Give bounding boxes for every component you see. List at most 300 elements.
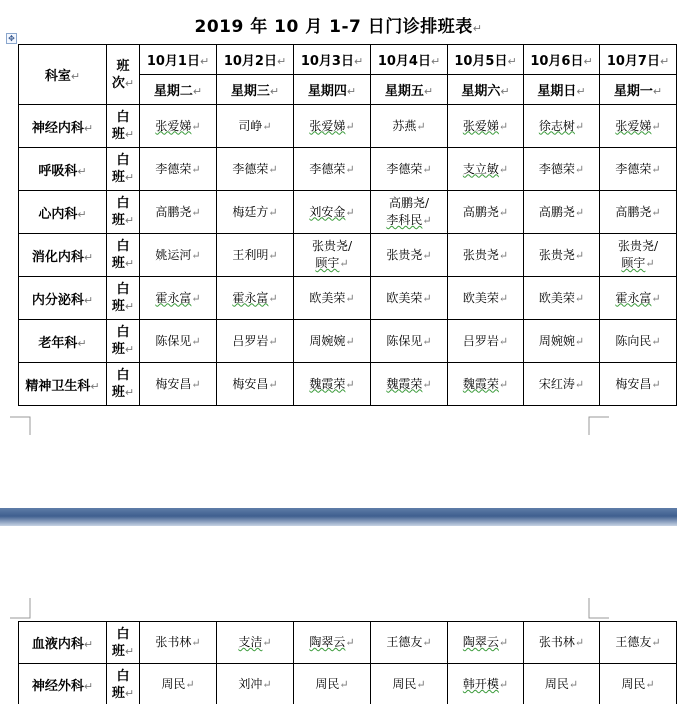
header-row-dates xyxy=(19,45,677,75)
cell-mark-icon: ↵ xyxy=(268,248,278,262)
staff-name-text: 周民 xyxy=(544,677,569,691)
schedule-cell xyxy=(217,105,294,148)
staff-name-text: 梅安昌 xyxy=(615,376,652,391)
date-label: 10月5日 xyxy=(454,54,508,69)
shift-char: 班↵ xyxy=(111,643,135,659)
cell-mark-icon: ↵ xyxy=(124,343,135,356)
staff-name-text: 陶翠云 xyxy=(462,635,499,649)
staff-name xyxy=(448,634,523,651)
cell-mark-icon: ↵ xyxy=(269,85,280,98)
staff-name xyxy=(448,376,523,393)
cell-mark-icon: ↵ xyxy=(83,638,94,651)
cell-mark-icon: ↵ xyxy=(345,205,355,219)
shift-char: 白 xyxy=(116,368,130,383)
schedule-cell xyxy=(140,191,217,234)
weekday-label: 星期三 xyxy=(230,84,270,99)
staff-name xyxy=(217,204,293,221)
cell-mark-icon: ↵ xyxy=(574,119,585,133)
staff-name xyxy=(600,204,676,221)
staff-name xyxy=(294,676,370,693)
cell-mark-icon: ↵ xyxy=(574,248,585,262)
staff-name-text: 欧美荣 xyxy=(386,290,423,305)
staff-name xyxy=(448,118,523,135)
date-label: 10月7日 xyxy=(606,54,660,69)
dept-header-cell xyxy=(19,45,107,105)
staff-name xyxy=(524,118,599,135)
cell-mark-icon: ↵ xyxy=(83,293,94,307)
shift-char: 班↵ xyxy=(111,127,135,142)
cell-mark-icon: ↵ xyxy=(507,55,517,68)
schedule-cell xyxy=(600,105,677,148)
shift-char: 班↵ xyxy=(111,299,135,314)
cell-mark-icon: ↵ xyxy=(498,119,509,133)
cell-mark-icon: ↵ xyxy=(576,85,586,98)
margin-corner-mark xyxy=(587,413,609,435)
shift-cell xyxy=(107,664,140,704)
cell-mark-icon: ↵ xyxy=(574,291,585,305)
schedule-cell xyxy=(524,622,600,664)
dept-label: 血液内科 xyxy=(31,637,84,652)
cell-mark-icon: ↵ xyxy=(124,171,135,184)
staff-name xyxy=(524,676,599,693)
schedule-cell xyxy=(140,277,217,320)
schedule-cell xyxy=(371,320,448,363)
shift-cell xyxy=(107,105,140,148)
staff-name xyxy=(371,376,447,393)
dept-label: 精神卫生科 xyxy=(25,378,91,394)
date-header-cell xyxy=(140,45,217,75)
cell-mark-icon: ↵ xyxy=(659,55,670,68)
cell-mark-icon: ↵ xyxy=(651,636,661,649)
schedule-cell xyxy=(524,105,600,148)
weekday-header-cell xyxy=(140,75,217,105)
document-title xyxy=(0,12,677,37)
weekday-label: 星期四 xyxy=(307,84,347,99)
schedule-cell xyxy=(294,664,371,704)
staff-name xyxy=(217,247,293,264)
cell-mark-icon: ↵ xyxy=(83,250,94,264)
staff-name xyxy=(600,376,676,393)
schedule-cell xyxy=(217,320,294,363)
staff-name xyxy=(371,247,447,264)
staff-name xyxy=(140,290,216,307)
staff-name xyxy=(600,238,676,255)
staff-name xyxy=(448,204,523,221)
cell-mark-icon: ↵ xyxy=(651,162,661,176)
shift-header-char: 班 xyxy=(116,58,130,74)
cell-mark-icon: ↵ xyxy=(199,55,210,68)
dept-cell xyxy=(19,148,107,191)
cell-mark-icon: ↵ xyxy=(583,55,593,68)
staff-name-text: 张贵尧 xyxy=(538,247,575,262)
cell-mark-icon: ↵ xyxy=(416,119,426,133)
staff-name xyxy=(294,376,370,393)
staff-name-text: 张书林 xyxy=(155,635,192,649)
shift-char: 白 xyxy=(116,325,130,340)
schedule-cell xyxy=(140,664,217,704)
cell-mark-icon: ↵ xyxy=(124,644,135,658)
cell-mark-icon: ↵ xyxy=(345,291,355,305)
cell-mark-icon: ↵ xyxy=(430,55,441,68)
weekday-label: 星期五 xyxy=(384,84,424,99)
schedule-cell xyxy=(600,664,677,704)
staff-name xyxy=(294,255,370,272)
schedule-cell xyxy=(217,363,294,406)
cell-mark-icon: ↵ xyxy=(652,85,663,98)
staff-name xyxy=(140,376,216,393)
staff-name xyxy=(217,333,293,350)
staff-name xyxy=(140,161,216,178)
staff-name xyxy=(600,118,676,135)
staff-name xyxy=(217,161,293,178)
shift-char: 班↵ xyxy=(111,342,135,357)
cell-mark-icon: ↵ xyxy=(498,291,509,305)
schedule-cell xyxy=(140,320,217,363)
staff-name xyxy=(140,676,216,693)
staff-name xyxy=(371,195,447,212)
staff-name xyxy=(524,161,599,178)
dept-cell xyxy=(19,363,107,406)
cell-mark-icon: ↵ xyxy=(191,162,201,176)
cell-mark-icon: ↵ xyxy=(90,379,100,393)
staff-name-text: 陈向民 xyxy=(615,333,652,348)
table-row xyxy=(19,148,677,191)
schedule-cell xyxy=(294,320,371,363)
shift-char: 白 xyxy=(116,239,130,254)
schedule-cell xyxy=(140,234,217,277)
schedule-cell xyxy=(448,363,524,406)
dept-label: 内分泌科 xyxy=(31,292,84,308)
cell-mark-icon: ↵ xyxy=(191,248,201,262)
staff-name-text: 刘冲 xyxy=(238,677,263,691)
schedule-cell xyxy=(294,277,371,320)
cell-mark-icon: ↵ xyxy=(574,334,585,348)
shift-char: 班↵ xyxy=(111,685,135,701)
staff-name xyxy=(217,290,293,307)
dept-label: 老年科 xyxy=(38,335,78,351)
cell-mark-icon: ↵ xyxy=(191,334,201,348)
shift-char: 白 xyxy=(116,282,130,297)
staff-name-text: 李德荣 xyxy=(309,161,346,176)
paragraph-mark-icon: ↵ xyxy=(472,22,483,35)
cell-mark-icon: ↵ xyxy=(124,300,135,313)
date-header-cell xyxy=(448,45,524,75)
weekday-label: 星期六 xyxy=(461,84,501,99)
staff-name-text: 霍永富 xyxy=(155,290,192,305)
cell-mark-icon: ↵ xyxy=(345,334,355,348)
shift-header-char: 次↵ xyxy=(111,75,135,91)
staff-name xyxy=(600,255,676,272)
schedule-cell xyxy=(217,277,294,320)
staff-name-text: 高鹏尧 xyxy=(155,204,192,219)
staff-name-text: 刘安金 xyxy=(309,204,346,219)
staff-name-text: 陶翠云 xyxy=(309,635,346,649)
cell-mark-icon: ↵ xyxy=(498,377,509,391)
staff-name-text: 苏燕 xyxy=(392,118,417,133)
cell-mark-icon: ↵ xyxy=(568,678,579,691)
shift-char: 白 xyxy=(116,196,130,211)
shift-cell xyxy=(107,622,140,664)
shift-cell xyxy=(107,191,140,234)
margin-corner-mark xyxy=(10,598,32,620)
staff-name-text: 周民 xyxy=(621,677,646,691)
schedule-cell xyxy=(294,191,371,234)
schedule-cell xyxy=(524,148,600,191)
shift-cell xyxy=(107,148,140,191)
schedule-cell xyxy=(448,320,524,363)
staff-name-text: 周婉婉 xyxy=(538,333,575,348)
schedule-cell xyxy=(524,320,600,363)
staff-name xyxy=(448,676,523,693)
schedule-cell xyxy=(600,622,677,664)
staff-name-text: 王利明 xyxy=(232,247,269,262)
date-header-cell xyxy=(524,45,600,75)
staff-name-text: 姚运河 xyxy=(155,247,192,262)
dept-label: 神经内科 xyxy=(31,120,84,136)
cell-mark-icon: ↵ xyxy=(268,334,278,348)
cell-mark-icon: ↵ xyxy=(339,678,349,691)
staff-name-text: 李德荣 xyxy=(386,161,423,176)
schedule-cell xyxy=(448,148,524,191)
cell-mark-icon: ↵ xyxy=(83,680,94,693)
staff-name xyxy=(524,376,599,393)
shift-char: 班↵ xyxy=(111,385,135,400)
schedule-cell xyxy=(371,277,448,320)
staff-name xyxy=(600,634,676,651)
schedule-cell xyxy=(600,148,677,191)
shift-char: 白 xyxy=(116,668,130,684)
schedule-cell xyxy=(524,664,600,704)
staff-name-text: 吕罗岩 xyxy=(232,333,269,348)
schedule-cell xyxy=(294,148,371,191)
schedule-cell xyxy=(217,191,294,234)
staff-name-text: 张贵尧 xyxy=(462,247,499,262)
shift-header-label xyxy=(107,58,139,92)
staff-name-text: 魏霞荣 xyxy=(386,376,423,391)
cell-mark-icon: ↵ xyxy=(276,55,287,68)
staff-name xyxy=(524,290,599,307)
date-header-cell xyxy=(294,45,371,75)
dept-cell xyxy=(19,234,107,277)
dept-cell xyxy=(19,320,107,363)
schedule-cell xyxy=(448,191,524,234)
shift-header-cell xyxy=(107,45,140,105)
shift-char: 班↵ xyxy=(111,213,135,228)
cell-mark-icon: ↵ xyxy=(262,119,272,133)
staff-name-text: 张贵尧/ xyxy=(311,239,353,253)
staff-name-text: 高鹏尧/ xyxy=(388,196,430,210)
date-label: 10月2日 xyxy=(223,54,277,69)
table-row xyxy=(19,363,677,406)
cell-mark-icon: ↵ xyxy=(346,85,357,98)
staff-name-text: 王德友 xyxy=(386,635,423,649)
staff-name xyxy=(371,634,447,651)
staff-name-text: 张爱娣 xyxy=(615,118,652,133)
staff-name-text: 李德荣 xyxy=(615,161,652,176)
staff-name xyxy=(217,676,293,693)
dept-cell xyxy=(19,191,107,234)
schedule-cell xyxy=(371,105,448,148)
dept-cell xyxy=(19,277,107,320)
cell-mark-icon: ↵ xyxy=(422,291,432,305)
cell-mark-icon: ↵ xyxy=(498,636,509,649)
weekday-header-cell xyxy=(524,75,600,105)
date-header-cell xyxy=(217,45,294,75)
staff-name-text: 陈保见 xyxy=(155,333,192,348)
weekday-label: 星期日 xyxy=(537,84,577,99)
dept-label: 呼吸科 xyxy=(38,163,78,179)
dept-cell xyxy=(19,105,107,148)
schedule-cell xyxy=(140,105,217,148)
table-row xyxy=(19,234,677,277)
cell-mark-icon: ↵ xyxy=(191,119,201,133)
weekday-header-cell xyxy=(371,75,448,105)
staff-name-text: 司峥 xyxy=(238,118,263,133)
staff-name-text: 吕罗岩 xyxy=(462,333,499,348)
staff-name-text: 王德友 xyxy=(615,635,652,649)
table-row xyxy=(19,105,677,148)
cell-mark-icon: ↵ xyxy=(124,128,135,141)
cell-mark-icon: ↵ xyxy=(422,334,432,348)
schedule-cell xyxy=(217,622,294,664)
cell-mark-icon: ↵ xyxy=(124,686,135,700)
weekday-label: 星期二 xyxy=(153,84,193,99)
shift-char: 班↵ xyxy=(111,256,135,271)
weekday-label: 星期一 xyxy=(613,84,653,99)
schedule-cell xyxy=(448,105,524,148)
cell-mark-icon: ↵ xyxy=(345,162,355,176)
staff-name xyxy=(371,118,447,135)
cell-mark-icon: ↵ xyxy=(651,119,661,133)
move-handle-icon[interactable]: ✥ xyxy=(6,33,17,44)
cell-mark-icon: ↵ xyxy=(77,164,87,178)
schedule-table-page-2 xyxy=(18,621,677,704)
staff-name-text: 陈保见 xyxy=(386,333,423,348)
cell-mark-icon: ↵ xyxy=(651,377,661,391)
cell-mark-icon: ↵ xyxy=(268,377,278,391)
staff-name xyxy=(524,204,599,221)
cell-mark-icon: ↵ xyxy=(574,162,585,176)
staff-name xyxy=(371,290,447,307)
staff-name-text: 张爱娣 xyxy=(155,118,192,133)
staff-name-text: 张贵尧/ xyxy=(617,239,659,253)
cell-mark-icon: ↵ xyxy=(124,386,135,399)
staff-name xyxy=(140,118,216,135)
staff-name-text: 支洁 xyxy=(238,635,263,649)
schedule-cell xyxy=(217,234,294,277)
staff-name xyxy=(371,676,447,693)
cell-mark-icon: ↵ xyxy=(191,205,201,219)
staff-name xyxy=(371,212,447,229)
shift-char: 白 xyxy=(116,626,130,642)
cell-mark-icon: ↵ xyxy=(268,291,278,305)
schedule-cell xyxy=(600,277,677,320)
staff-name-text: 高鹏尧 xyxy=(538,204,575,219)
cell-mark-icon: ↵ xyxy=(422,636,432,649)
cell-mark-icon: ↵ xyxy=(422,214,432,227)
staff-name-text: 周民 xyxy=(161,677,186,691)
shift-char: 白 xyxy=(116,110,130,125)
staff-name-text: 支立敏 xyxy=(462,161,499,176)
staff-name xyxy=(600,161,676,178)
staff-name-text: 韩开模 xyxy=(462,677,499,691)
cell-mark-icon: ↵ xyxy=(651,291,661,305)
cell-mark-icon: ↵ xyxy=(500,85,510,98)
staff-name-text: 高鹏尧 xyxy=(615,204,652,219)
cell-mark-icon: ↵ xyxy=(645,257,655,270)
staff-name xyxy=(524,333,599,350)
staff-name xyxy=(140,247,216,264)
staff-name-text: 欧美荣 xyxy=(462,290,499,305)
weekday-header-cell xyxy=(448,75,524,105)
staff-name xyxy=(294,238,370,255)
cell-mark-icon: ↵ xyxy=(416,678,426,691)
shift-cell xyxy=(107,320,140,363)
schedule-cell xyxy=(371,191,448,234)
shift-cell xyxy=(107,363,140,406)
date-label: 10月3日 xyxy=(300,54,354,69)
weekday-header-cell xyxy=(217,75,294,105)
schedule-table-page-1 xyxy=(18,44,677,406)
staff-name xyxy=(217,118,293,135)
margin-corner-mark xyxy=(587,598,609,620)
shift-cell xyxy=(107,234,140,277)
cell-mark-icon: ↵ xyxy=(124,214,135,227)
schedule-cell xyxy=(371,622,448,664)
staff-name xyxy=(294,161,370,178)
schedule-cell xyxy=(217,148,294,191)
staff-name xyxy=(600,676,676,693)
staff-name-text: 李德荣 xyxy=(538,161,575,176)
table-row xyxy=(19,191,677,234)
staff-name-text: 欧美荣 xyxy=(309,290,346,305)
cell-mark-icon: ↵ xyxy=(77,336,87,350)
staff-name-text: 霍永富 xyxy=(232,290,269,305)
cell-mark-icon: ↵ xyxy=(77,207,87,221)
schedule-cell xyxy=(371,664,448,704)
cell-mark-icon: ↵ xyxy=(339,257,349,270)
cell-mark-icon: ↵ xyxy=(498,205,509,219)
cell-mark-icon: ↵ xyxy=(268,205,278,219)
cell-mark-icon: ↵ xyxy=(498,162,509,176)
staff-name xyxy=(371,161,447,178)
staff-name-text: 梅廷方 xyxy=(232,204,269,219)
date-label: 10月6日 xyxy=(530,54,584,69)
weekday-header-cell xyxy=(600,75,677,105)
cell-mark-icon: ↵ xyxy=(124,257,135,270)
staff-name xyxy=(448,161,523,178)
staff-name xyxy=(140,634,216,651)
staff-name-text: 李德荣 xyxy=(155,161,192,176)
date-header-cell xyxy=(371,45,448,75)
cell-mark-icon: ↵ xyxy=(651,334,661,348)
cell-mark-icon: ↵ xyxy=(262,678,272,691)
schedule-cell xyxy=(217,664,294,704)
cell-mark-icon: ↵ xyxy=(83,121,94,135)
cell-mark-icon: ↵ xyxy=(645,678,655,691)
table-row xyxy=(19,320,677,363)
shift-cell xyxy=(107,277,140,320)
cell-mark-icon: ↵ xyxy=(498,248,509,262)
schedule-cell xyxy=(140,148,217,191)
cell-mark-icon: ↵ xyxy=(191,636,201,649)
staff-name xyxy=(294,204,370,221)
staff-name xyxy=(140,204,216,221)
margin-corner-mark xyxy=(10,413,32,435)
staff-name xyxy=(294,333,370,350)
cell-mark-icon: ↵ xyxy=(191,377,201,391)
cell-mark-icon: ↵ xyxy=(498,334,509,348)
